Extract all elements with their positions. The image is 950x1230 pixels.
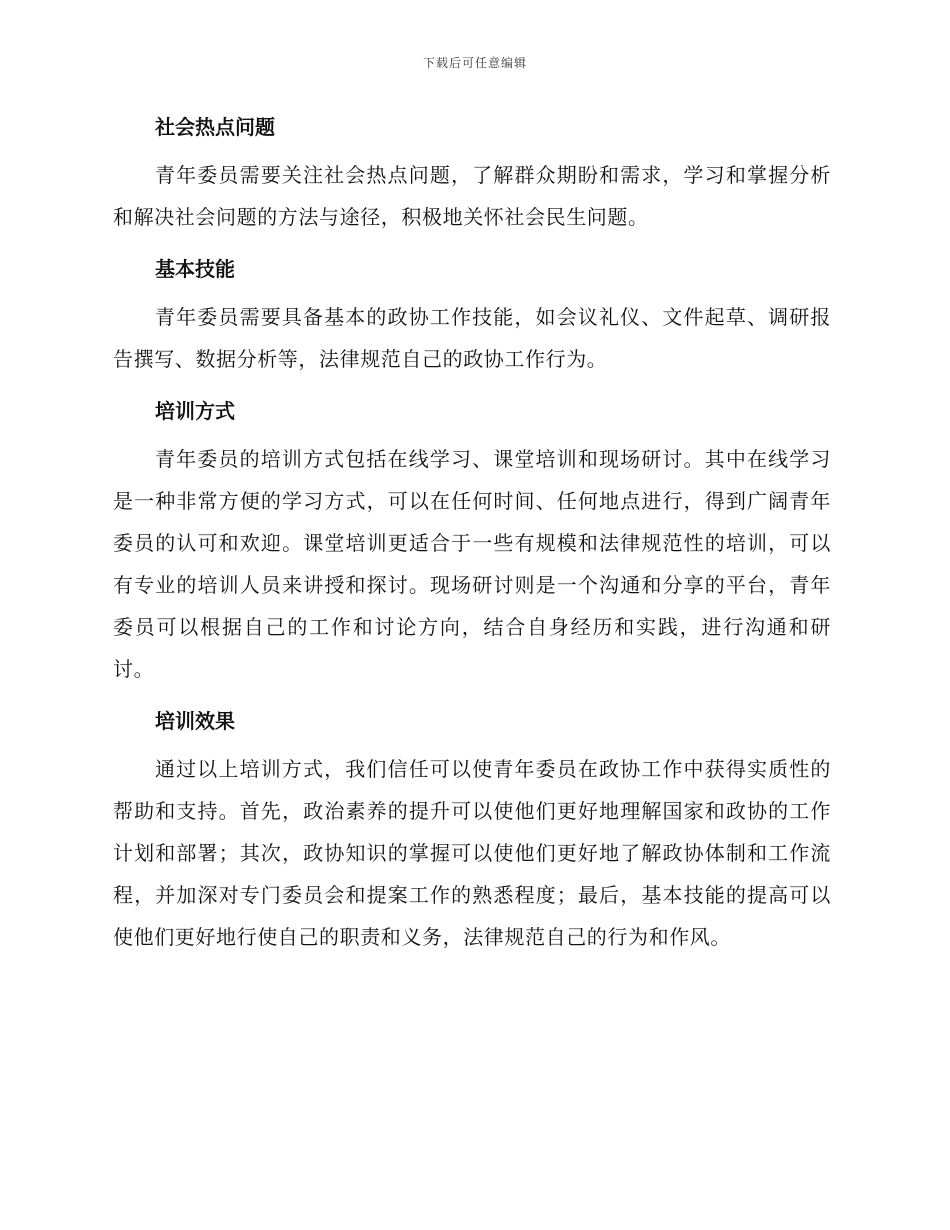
section-basic-skills <box>113 250 831 380</box>
section-heading: 基本技能 <box>155 257 235 281</box>
section-paragraph: 通过以上培训方式，我们信任可以使青年委员在政协工作中获得实质性的帮助和支持。首先，政治素养的提升可以使他们更好地理解国家和政协的工作计划和部署；其次，政协知识的掌握可以使他们更好地了解政协体制和工作流程，并加深对专门委员会和提案工作的熟悉程度；最后，基本技能的提高可以使他们更好地行使自己的职责和义务，法律规范自己的行为和作风。 <box>113 757 831 949</box>
section-social-hotspots <box>113 108 831 238</box>
section-paragraph: 青年委员需要具备基本的政协工作技能，如会议礼仪、文件起草、调研报告撰写、数据分析等，法律规范自己的政协工作行为。 <box>113 305 831 371</box>
section-heading: 培训方式 <box>155 399 235 423</box>
section-heading: 社会热点问题 <box>155 115 275 139</box>
section-paragraph: 青年委员的培训方式包括在线学习、课堂培训和现场研讨。其中在线学习是一种非常方便的学习方式，可以在任何时间、任何地点进行，得到广阔青年委员的认可和欢迎。课堂培训更适合于一些有规模和法律规范性的培训，可以有专业的培训人员来讲授和探讨。现场研讨则是一个沟通和分享的平台，青年委员可以根据自己的工作和讨论方向，结合自身经历和实践，进行沟通和研讨。 <box>113 447 831 681</box>
document-body <box>113 108 831 970</box>
header-note: 下载后可任意编辑 <box>422 56 527 70</box>
section-training-effects <box>113 702 831 958</box>
section-heading: 培训效果 <box>155 709 235 733</box>
section-paragraph: 青年委员需要关注社会热点问题，了解群众期盼和需求，学习和掌握分析和解决社会问题的方法与途径，积极地关怀社会民生问题。 <box>113 163 831 229</box>
section-training-methods <box>113 392 831 690</box>
